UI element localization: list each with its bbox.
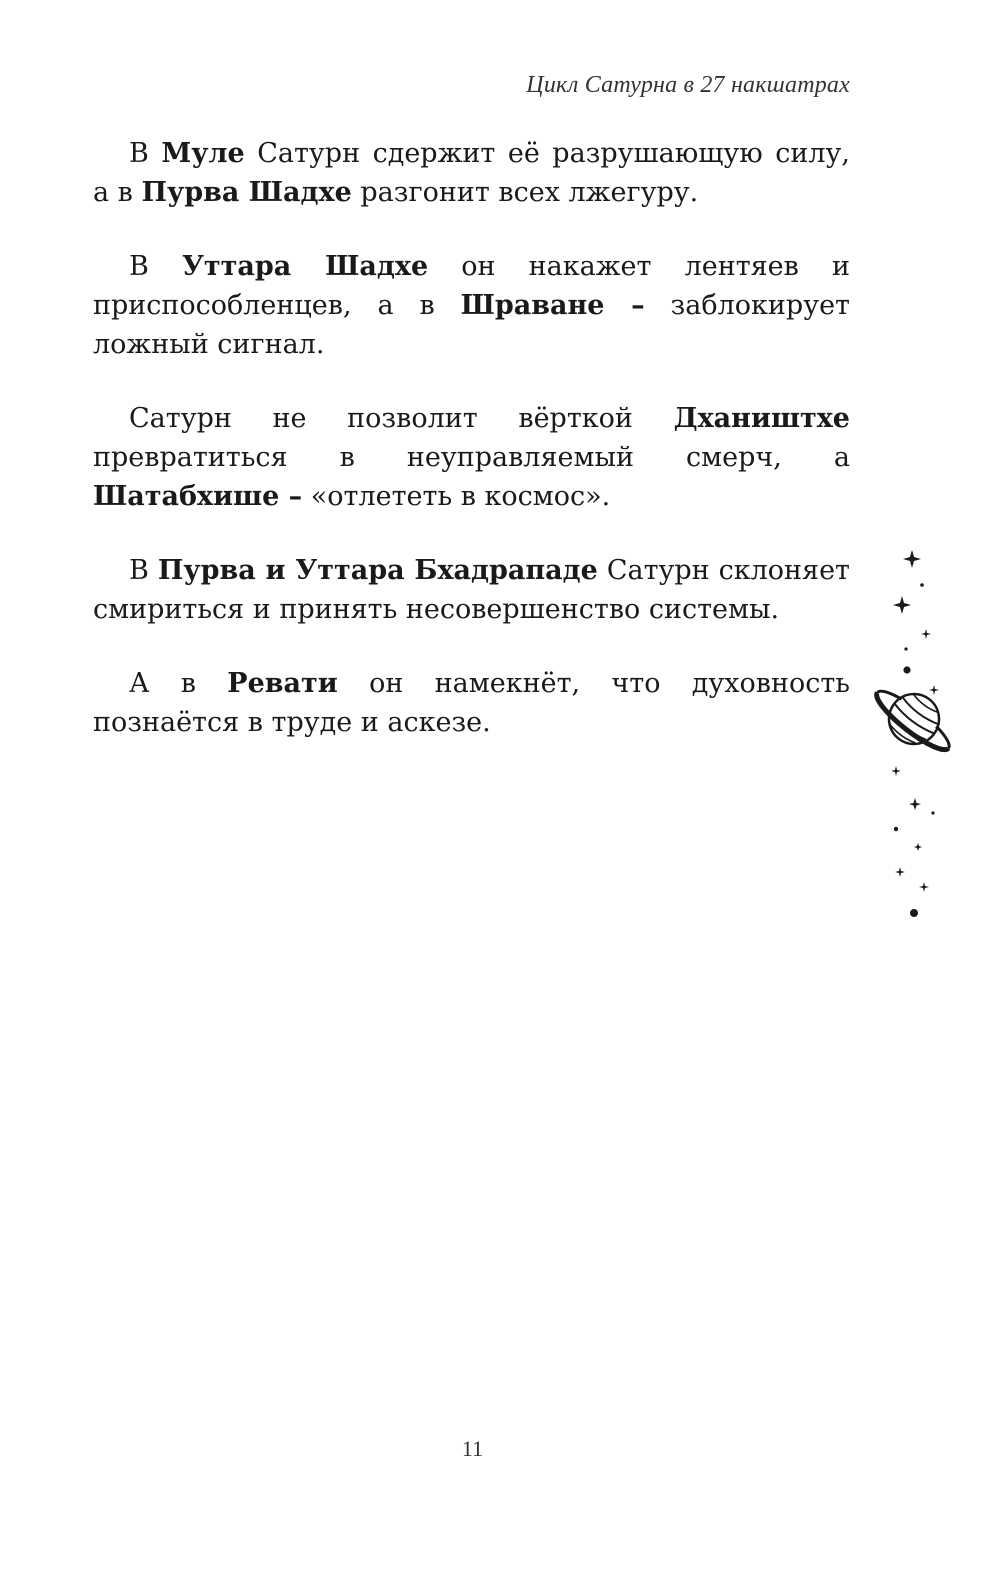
sparkle-icon bbox=[903, 550, 921, 568]
page-number: 11 bbox=[461, 1436, 484, 1461]
paragraph: А в Ревати он намекнёт, что духовность познаётся в труде и аскезе. bbox=[93, 668, 850, 738]
sparkle-icon bbox=[929, 685, 939, 695]
star-dot-icon bbox=[920, 583, 924, 587]
star-dot-icon bbox=[894, 827, 898, 831]
paragraph: В Муле Сатурн сдержит её разрушающую силу, а в Пурва Шадхе разгонит всех лжегуру. bbox=[93, 138, 850, 208]
star-dot-icon bbox=[903, 666, 910, 673]
saturn-with-stars-icon bbox=[860, 540, 970, 940]
body-text bbox=[93, 134, 850, 777]
sparkle-icon bbox=[914, 843, 922, 851]
saturn-planet-icon bbox=[863, 672, 965, 767]
star-dot-icon bbox=[931, 811, 934, 814]
sparkle-icon bbox=[919, 882, 929, 892]
sparkle-icon bbox=[921, 629, 931, 639]
sparkle-icon bbox=[895, 867, 905, 877]
star-dot-icon bbox=[910, 909, 918, 917]
sparkle-icon bbox=[891, 766, 901, 776]
running-header: Цикл Сатурна в 27 накшатрах bbox=[526, 72, 850, 98]
star-dot-icon bbox=[904, 647, 907, 650]
paragraph: Сатурн не позволит вёрткой Дхаништхе превратиться в неуправляемый смерч, а Шатабхише – «отлететь в космос». bbox=[93, 403, 850, 512]
sparkle-icon bbox=[909, 798, 921, 810]
sparkle-icon bbox=[893, 596, 911, 614]
paragraph: В Уттара Шадхе он накажет лентяев и приспособленцев, а в Шраване – заблокирует ложный сигнал. bbox=[93, 251, 850, 360]
paragraph: В Пурва и Уттара Бхадрападе Сатурн склоняет смириться и принять несовершенство системы. bbox=[93, 555, 850, 625]
